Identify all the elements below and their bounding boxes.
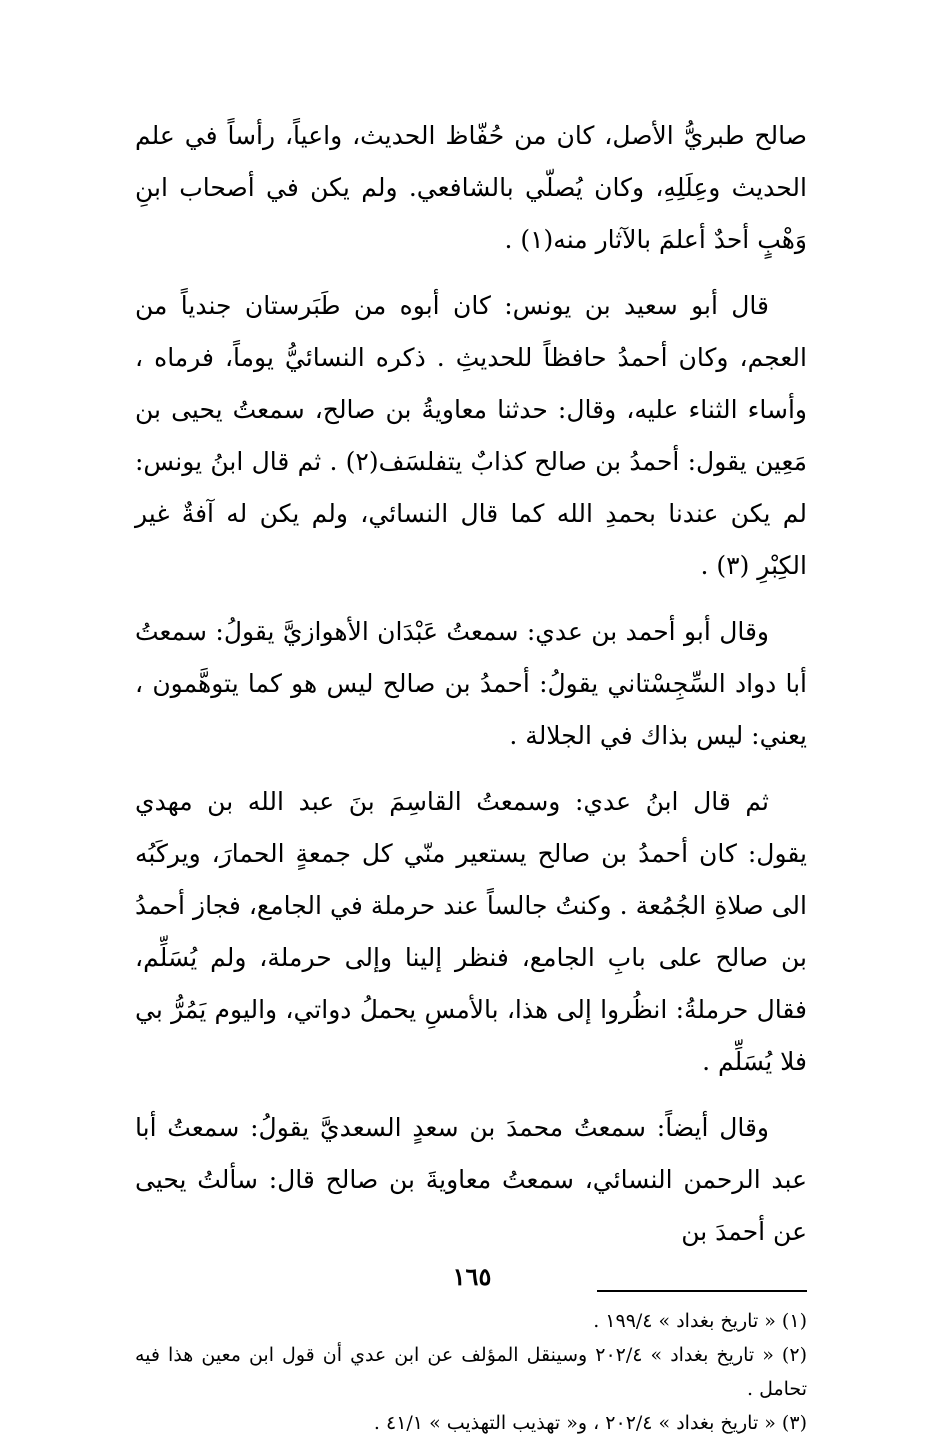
paragraph: وقال أيضاً: سمعتُ محمدَ بن سعدٍ السعديَّ يقولُ: سمعتُ أبا عبد الرحمن النسائي، سمعتُ معاويةَ بن صالح قال: سألتُ يحيى عن أحمدَ بن — [135, 1113, 807, 1246]
book-page — [135, 110, 808, 1434]
paragraph: قال أبو سعيد بن يونس: كان أبوه من طَبَرستان جندياً من العجم، وكان أحمدُ حافظاً للحديثِ . ذكره النسائيُّ يوماً، فرماه ، وأساء الثناء عليه، وقال: حدثنا معاويةُ بن صالح، سمعتُ يحيى بن مَعِين يقول: أحمدُ بن صالح كذابٌ يتفلسَف(٢) . ثم قال ابنُ يونس: لم يكن عندنا بحمدِ الله كما قال النسائي، ولم يكن له آفةٌ غير الكِبْرِ (٣) . — [135, 291, 808, 580]
main-text — [135, 110, 807, 1258]
page-number: ١٦٥ — [452, 1262, 492, 1291]
footnotes — [135, 1304, 807, 1440]
footnote: (١) « تاريخ بغداد » ١٩٩/٤ . — [593, 1310, 807, 1332]
footnote: (٣) « تاريخ بغداد » ٢٠٢/٤ ، و« تهذيب التهذيب » ٤١/١ . — [373, 1412, 807, 1434]
paragraph: صالح طبريُّ الأصل، كان من حُفّاظ الحديث، واعياً، رأساً في علم الحديث وعِلَلِهِ، وكان يُصلّي بالشافعي. ولم يكن في أصحاب ابنِ وَهْبٍ أحدٌ أعلمَ بالآثار منه(١) . — [135, 121, 807, 254]
footnote: (٢) « تاريخ بغداد » ٢٠٢/٤ وسينقل المؤلف عن ابن عدي أن قول ابن معين هذا فيه تحامل . — [135, 1344, 807, 1400]
paragraph: وقال أبو أحمد بن عدي: سمعتُ عَبْدَان الأهوازيَّ يقولُ: سمعتُ أبا دواد السِّجِسْتاني يقولُ: أحمدُ بن صالح ليس هو كما يتوهَّمون ، يعني: ليس بذاك في الجلالة . — [135, 617, 807, 750]
paragraph: ثم قال ابنُ عدي: وسمعتُ القاسِمَ بنَ عبد الله بن مهدي يقول: كان أحمدُ بن صالح يستعير منّي كل جمعةٍ الحمارَ، ويركَبُه الى صلاةِ الجُمُعة . وكنتُ جالساً عند حرملة في الجامع، فجاز أحمدُ بن صالح على بابِ الجامع، فنظر إلينا وإلى حرملة، ولم يُسَلِّم، فقال حرملةُ: انظُروا إلى هذا، بالأمسِ يحملُ دواتي، واليوم يَمُرُّ بي فلا يُسَلِّم . — [135, 787, 807, 1076]
